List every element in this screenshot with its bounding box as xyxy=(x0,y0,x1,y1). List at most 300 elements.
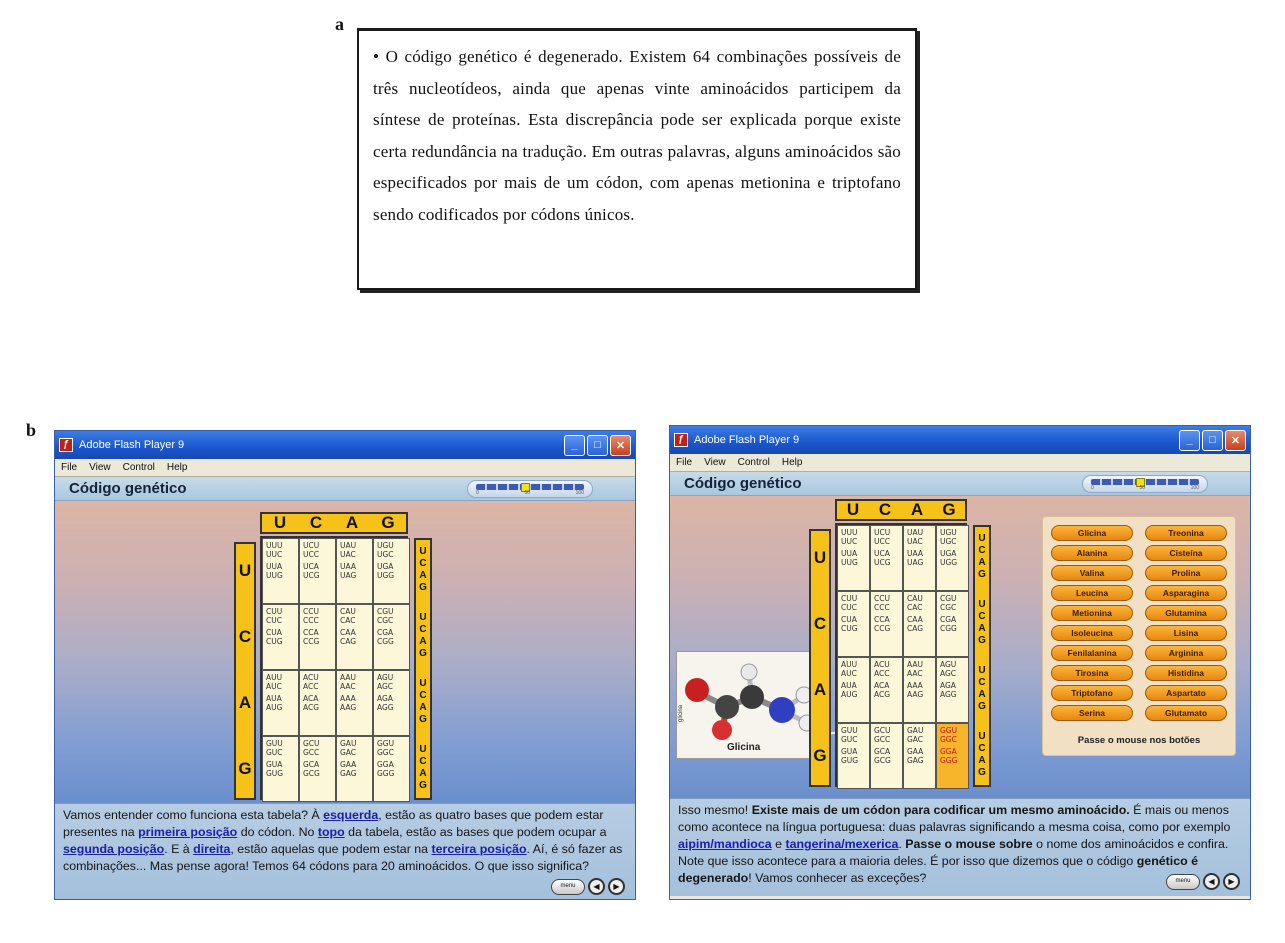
codon-pair xyxy=(907,660,935,678)
third-base-label: U xyxy=(419,546,427,557)
codon: CGA xyxy=(940,615,957,624)
second-position-header xyxy=(260,512,408,534)
codon: GCG xyxy=(874,756,891,765)
codon-cell[interactable] xyxy=(837,657,870,723)
amino-acid-button[interactable]: Prolina xyxy=(1145,565,1227,581)
footer-text: ! Vamos conhecer as exceções? xyxy=(748,871,927,885)
codon: CGU xyxy=(377,607,394,616)
third-base-label: G xyxy=(978,767,986,778)
codon: ACU xyxy=(874,660,890,669)
menu-view[interactable]: View xyxy=(704,457,726,468)
third-position-column xyxy=(414,538,432,800)
codon: UCG xyxy=(303,571,320,580)
codon: GAG xyxy=(340,769,357,778)
codon-cell[interactable] xyxy=(903,723,936,789)
codon: CUG xyxy=(841,624,858,633)
volume-tick: 50 xyxy=(524,490,530,496)
minimize-button[interactable]: _ xyxy=(564,435,585,456)
codon: AAC xyxy=(907,669,923,678)
third-base-label: A xyxy=(978,689,986,700)
codon-cell[interactable] xyxy=(837,591,870,657)
flash-window-right xyxy=(669,425,1251,900)
third-base-label: A xyxy=(978,623,986,634)
codon: AUC xyxy=(266,682,282,691)
minimize-button[interactable]: _ xyxy=(1179,430,1200,451)
menu-button[interactable]: menu xyxy=(551,879,585,895)
codon: UAA xyxy=(340,562,356,571)
codon-cell[interactable] xyxy=(870,591,903,657)
codon: UUG xyxy=(266,571,283,580)
link-tangerina-mexerica[interactable]: tangerina/mexerica xyxy=(785,837,899,851)
codon-pair xyxy=(874,615,902,633)
footer-text: Isso mesmo! xyxy=(678,803,752,817)
codon: UUU xyxy=(266,541,283,550)
second-base-label: C xyxy=(878,500,892,519)
third-base-label: A xyxy=(419,768,427,779)
amino-acid-button[interactable]: Cisteína xyxy=(1145,545,1227,561)
link-segunda-posicao[interactable]: segunda posição xyxy=(63,842,165,856)
codon: CCU xyxy=(303,607,319,616)
amino-acid-button[interactable]: Fenilalanina xyxy=(1051,645,1133,661)
codon-pair xyxy=(907,528,935,546)
codon: UGG xyxy=(940,558,958,567)
codon: GUA xyxy=(266,760,283,769)
codon-cell[interactable] xyxy=(936,657,969,723)
codon: UUA xyxy=(266,562,283,571)
codon-pair xyxy=(377,760,409,778)
codon: AGC xyxy=(940,669,957,678)
codon-pair xyxy=(841,747,869,765)
codon-cell[interactable] xyxy=(870,723,903,789)
codon-pair xyxy=(940,594,968,612)
amino-acid-button[interactable]: Arginina xyxy=(1145,645,1227,661)
codon-cell[interactable] xyxy=(903,657,936,723)
footer-bold: Existe mais de um códon para codificar um mesmo aminoácido. xyxy=(751,803,1130,817)
codon-pair xyxy=(377,673,409,691)
amino-acid-button[interactable]: Asparagina xyxy=(1145,585,1227,601)
footer-text: . Aí, é só fazer as combinações... Mas pense agora! Temos 64 códons para 20 aminoácidos. O que isso significa? xyxy=(63,842,623,873)
codon-stage xyxy=(55,501,635,803)
third-base-label: C xyxy=(978,677,986,688)
codon-pair xyxy=(841,594,869,612)
menu-bar xyxy=(670,454,1250,472)
codon: ACG xyxy=(303,703,320,712)
amino-acid-button[interactable]: Isoleucina xyxy=(1051,625,1133,641)
codon: CAA xyxy=(907,615,923,624)
codon: CUA xyxy=(266,628,282,637)
codon: UAG xyxy=(340,571,357,580)
codon-cell[interactable] xyxy=(870,657,903,723)
back-button[interactable]: ◀ xyxy=(1203,873,1220,890)
codon: GGA xyxy=(940,747,957,756)
codon-pair xyxy=(841,549,869,567)
footer-bold: genético é degenerado xyxy=(678,854,1199,885)
first-base-label: A xyxy=(813,680,827,699)
codon-cell[interactable] xyxy=(936,723,969,789)
first-base-label: U xyxy=(238,561,252,580)
codon-pair xyxy=(841,615,869,633)
codon-pair xyxy=(377,694,409,712)
menu-file[interactable]: File xyxy=(676,457,693,468)
footer-text: da tabela, estão as bases que podem ocupar a xyxy=(344,825,607,839)
codon: GUC xyxy=(266,748,283,757)
volume-ticks xyxy=(476,490,584,496)
codon-cell[interactable] xyxy=(262,736,299,802)
volume-tick: 0 xyxy=(476,490,479,496)
codon: UCA xyxy=(874,549,890,558)
codon-pair xyxy=(377,562,409,580)
codon-pair xyxy=(340,541,372,559)
codon: ACA xyxy=(303,694,319,703)
footer-text: É mais ou menos como acontece na língua portuguesa: duas palavras significando a mesma coisa, como por exemplo xyxy=(678,803,1231,834)
codon: CCG xyxy=(303,637,320,646)
menu-file[interactable]: File xyxy=(61,462,78,473)
codon: UGG xyxy=(377,571,395,580)
codon: AUU xyxy=(841,660,858,669)
second-base-label: A xyxy=(345,513,359,532)
volume-slider[interactable] xyxy=(1082,475,1208,493)
codon: CAU xyxy=(340,607,356,616)
codon-cell[interactable] xyxy=(336,736,373,802)
textbox-paragraph: • O código genético é degenerado. Existem 64 combinações possíveis de três nucleotídeos, ainda que apenas vinte aminoácidos participem da síntese de proteínas. Esta discrepância pode ser explicada porque existe certa redundância na tradução. Em outras palavras, alguns aminoácidos são especificados por mais de um códon, com apenas metionina e triptofano sendo codificados por códons únicos. xyxy=(373,47,901,224)
codon: UCC xyxy=(874,537,890,546)
second-base-label: A xyxy=(910,500,924,519)
codon-cell[interactable] xyxy=(837,723,870,789)
title-bar xyxy=(670,426,1250,454)
first-base-label: G xyxy=(813,746,827,765)
codon-pair xyxy=(940,615,968,633)
codon: GAU xyxy=(907,726,924,735)
codon-pair xyxy=(303,562,335,580)
codon-cell[interactable] xyxy=(870,525,903,591)
codon: UAU xyxy=(907,528,924,537)
codon: GGU xyxy=(377,739,395,748)
codon: UGU xyxy=(940,528,957,537)
third-base-label: G xyxy=(978,569,986,580)
explanation-text xyxy=(55,803,635,900)
codon-pair xyxy=(340,739,372,757)
codon-stage xyxy=(670,496,1250,798)
first-base-label: C xyxy=(238,627,252,646)
maximize-button[interactable]: □ xyxy=(587,435,608,456)
codon: UAG xyxy=(907,558,924,567)
codon: CUU xyxy=(841,594,858,603)
codon-pair xyxy=(303,673,335,691)
codon-cell[interactable] xyxy=(336,604,373,670)
back-button[interactable]: ◀ xyxy=(588,878,605,895)
codon: GGU xyxy=(940,726,958,735)
codon: UGA xyxy=(940,549,957,558)
codon-cell[interactable] xyxy=(336,670,373,736)
codon: AUU xyxy=(266,673,283,682)
first-base-label: A xyxy=(238,693,252,712)
close-button[interactable]: ✕ xyxy=(610,435,631,456)
codon-cell[interactable] xyxy=(262,604,299,670)
first-position-column xyxy=(809,529,831,787)
codon-pair xyxy=(340,562,372,580)
amino-acid-button[interactable]: Tirosina xyxy=(1051,665,1133,681)
codon: UCG xyxy=(874,558,891,567)
amino-acid-button[interactable]: Glutamina xyxy=(1145,605,1227,621)
codon: AGA xyxy=(377,694,393,703)
codon-pair xyxy=(907,615,935,633)
codon: CAU xyxy=(907,594,923,603)
link-direita[interactable]: direita xyxy=(193,842,231,856)
amino-acid-button[interactable]: Glicina xyxy=(1051,525,1133,541)
codon: AUG xyxy=(266,703,283,712)
codon: ACG xyxy=(874,690,891,699)
codon: UAU xyxy=(340,541,357,550)
menu-bar xyxy=(55,459,635,477)
codon-pair xyxy=(303,760,335,778)
codon-pair xyxy=(377,628,409,646)
codon-cell[interactable] xyxy=(336,538,373,604)
close-button[interactable]: ✕ xyxy=(1225,430,1246,451)
app-title: Código genético xyxy=(69,480,187,497)
codon-pair xyxy=(940,681,968,699)
codon-cell[interactable] xyxy=(262,538,299,604)
third-base-label: A xyxy=(419,570,427,581)
amino-acid-button[interactable]: Histidina xyxy=(1145,665,1227,681)
codon: UCU xyxy=(303,541,320,550)
codon: GGG xyxy=(377,769,395,778)
codon: GCU xyxy=(874,726,891,735)
codon-pair xyxy=(340,628,372,646)
amino-acid-panel xyxy=(1042,516,1236,756)
codon: GCC xyxy=(303,748,320,757)
codon: GUG xyxy=(841,756,859,765)
codon-pair xyxy=(303,628,335,646)
third-base-label: G xyxy=(419,780,427,791)
codon-pair xyxy=(303,694,335,712)
third-base-label: G xyxy=(419,648,427,659)
first-base-label: G xyxy=(238,759,252,778)
codon-cell[interactable] xyxy=(299,736,336,802)
codon-pair xyxy=(266,739,298,757)
footer-text: , estão as quatro bases que podem estar presentes na xyxy=(63,808,604,839)
third-base-label: A xyxy=(978,557,986,568)
codon-pair xyxy=(940,549,968,567)
codon: GUU xyxy=(266,739,283,748)
codon: UUC xyxy=(841,537,858,546)
codon: ACC xyxy=(303,682,319,691)
footer-text: o nome dos aminoácidos e confira. Note que isso acontece para a maioria deles. É por isso que dizemos que o código xyxy=(678,837,1229,868)
nav-controls xyxy=(1166,873,1240,890)
codon: GGG xyxy=(940,756,958,765)
link-primeira-posicao[interactable]: primeira posição xyxy=(138,825,238,839)
volume-slider[interactable] xyxy=(467,480,593,498)
codon-cell[interactable] xyxy=(299,538,336,604)
amino-acid-button[interactable]: Glutamato xyxy=(1145,705,1227,721)
footer-text: . E à xyxy=(164,842,194,856)
popup-molecule-name: Glicina xyxy=(727,742,761,753)
codon: GUA xyxy=(841,747,858,756)
amino-acid-button[interactable]: Aspartato xyxy=(1145,685,1227,701)
codon: AAG xyxy=(340,703,357,712)
codon: AAC xyxy=(340,682,356,691)
codon: UCA xyxy=(303,562,319,571)
codon-cell[interactable] xyxy=(903,525,936,591)
link-esquerda[interactable]: esquerda xyxy=(323,808,379,822)
amino-acid-button[interactable]: Metionina xyxy=(1051,605,1133,621)
codon: UAC xyxy=(340,550,356,559)
codon-cell[interactable] xyxy=(837,525,870,591)
codon: CGC xyxy=(940,603,957,612)
codon-pair xyxy=(874,594,902,612)
codon-pair xyxy=(340,607,372,625)
codon: AAA xyxy=(340,694,356,703)
codon: CGU xyxy=(940,594,957,603)
codon-pair xyxy=(266,541,298,559)
menu-help[interactable]: Help xyxy=(781,457,803,468)
footer-text: e xyxy=(771,837,786,851)
codon: AGC xyxy=(377,682,394,691)
codon-cell[interactable] xyxy=(936,525,969,591)
codon: GGC xyxy=(940,735,957,744)
codon-cell[interactable] xyxy=(299,670,336,736)
codon-cell[interactable] xyxy=(373,604,410,670)
codon-pair xyxy=(340,694,372,712)
second-base-label: U xyxy=(846,500,860,519)
third-base-label: U xyxy=(419,612,427,623)
codon: CCA xyxy=(303,628,319,637)
codon-pair xyxy=(841,528,869,546)
link-topo[interactable]: topo xyxy=(317,825,345,839)
codon-pair xyxy=(874,681,902,699)
codon: GAA xyxy=(907,747,924,756)
codon: GUC xyxy=(841,735,858,744)
codon-pair xyxy=(907,726,935,744)
degenerate-code-textbox xyxy=(357,28,917,290)
codon: UGA xyxy=(377,562,394,571)
codon-cell[interactable] xyxy=(903,591,936,657)
codon-pair xyxy=(874,660,902,678)
codon-pair xyxy=(874,549,902,567)
third-base-label: A xyxy=(419,636,427,647)
codon-pair xyxy=(303,607,335,625)
codon-cell[interactable] xyxy=(373,538,410,604)
codon: AGG xyxy=(940,690,957,699)
footer-bold: Passe o mouse sobre xyxy=(905,837,1033,851)
codon: GUG xyxy=(266,769,284,778)
amino-acid-button[interactable]: Serina xyxy=(1051,705,1133,721)
codon-cell[interactable] xyxy=(936,591,969,657)
third-base-label: C xyxy=(419,558,427,569)
codon: CGA xyxy=(377,628,394,637)
codon-cell[interactable] xyxy=(262,670,299,736)
codon-pair xyxy=(940,747,968,765)
codon: CCA xyxy=(874,615,890,624)
codon: AUG xyxy=(841,690,858,699)
amino-acid-button[interactable]: Triptofano xyxy=(1051,685,1133,701)
hover-hint: Passe o mouse nos botões xyxy=(1077,735,1201,746)
codon: AGU xyxy=(940,660,957,669)
codon: UAA xyxy=(907,549,923,558)
codon-cell[interactable] xyxy=(299,604,336,670)
third-base-label: G xyxy=(978,635,986,646)
footer-text: , estão aquelas que podem estar na xyxy=(230,842,432,856)
codon: GAG xyxy=(907,756,924,765)
link-aipim-mandioca[interactable]: aipim/mandioca xyxy=(678,837,772,851)
menu-button[interactable]: menu xyxy=(1166,874,1200,890)
amino-acid-button[interactable]: Lisina xyxy=(1145,625,1227,641)
maximize-button[interactable]: □ xyxy=(1202,430,1223,451)
volume-tick: 100 xyxy=(575,490,584,496)
volume-tick: 0 xyxy=(1091,485,1094,491)
app-header xyxy=(670,472,1250,496)
app-title: Código genético xyxy=(684,475,802,492)
codon: UCC xyxy=(303,550,319,559)
codon: GCA xyxy=(303,760,320,769)
codon: AGU xyxy=(377,673,394,682)
amino-acid-button[interactable]: Leucina xyxy=(1051,585,1133,601)
second-base-label: U xyxy=(273,513,287,532)
codon-cell[interactable] xyxy=(373,736,410,802)
third-base-label: U xyxy=(978,599,986,610)
codon-pair xyxy=(874,747,902,765)
window-title: Adobe Flash Player 9 xyxy=(694,434,800,446)
codon: CGC xyxy=(377,616,394,625)
third-base-label: U xyxy=(419,744,427,755)
codon: AGG xyxy=(377,703,394,712)
codon: CCU xyxy=(874,594,890,603)
link-terceira-posicao[interactable]: terceira posição xyxy=(431,842,527,856)
amino-acid-button[interactable]: Valina xyxy=(1051,565,1133,581)
menu-control[interactable]: Control xyxy=(737,457,770,468)
codon: AUC xyxy=(841,669,857,678)
menu-control[interactable]: Control xyxy=(122,462,155,473)
codon-grid xyxy=(260,536,408,800)
amino-acid-button[interactable]: Treonina xyxy=(1145,525,1227,541)
codon: AAA xyxy=(907,681,923,690)
codon: CCG xyxy=(874,624,891,633)
codon-pair xyxy=(377,607,409,625)
codon-pair xyxy=(940,528,968,546)
codon: GAU xyxy=(340,739,357,748)
second-base-label: G xyxy=(381,513,395,532)
third-base-label: G xyxy=(419,714,427,725)
codon: AUA xyxy=(266,694,282,703)
next-button[interactable]: ▶ xyxy=(608,878,625,895)
popup-side-label: glicina xyxy=(678,704,684,722)
footer-text: do códon. No xyxy=(237,825,318,839)
menu-view[interactable]: View xyxy=(89,462,111,473)
codon-cell[interactable] xyxy=(373,670,410,736)
codon-pair xyxy=(266,607,298,625)
amino-acid-button[interactable]: Alanina xyxy=(1051,545,1133,561)
codon-pair xyxy=(266,760,298,778)
third-base-label: G xyxy=(978,701,986,712)
codon: GCU xyxy=(303,739,320,748)
codon: CUU xyxy=(266,607,283,616)
footer-text: . xyxy=(898,837,906,851)
codon: CUC xyxy=(841,603,857,612)
codon: UGC xyxy=(940,537,957,546)
codon-pair xyxy=(907,594,935,612)
menu-help[interactable]: Help xyxy=(166,462,188,473)
codon: GAC xyxy=(340,748,357,757)
codon-pair xyxy=(303,739,335,757)
codon: CCC xyxy=(874,603,890,612)
codon-pair xyxy=(841,660,869,678)
codon: CAC xyxy=(907,603,923,612)
title-bar xyxy=(55,431,635,459)
codon: CCC xyxy=(303,616,319,625)
next-button[interactable]: ▶ xyxy=(1223,873,1240,890)
window-title: Adobe Flash Player 9 xyxy=(79,439,185,451)
second-position-header xyxy=(835,499,967,521)
first-position-column xyxy=(234,542,256,800)
